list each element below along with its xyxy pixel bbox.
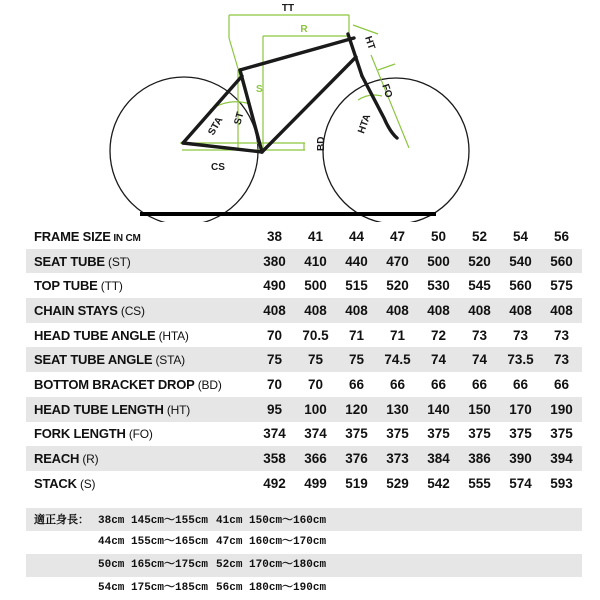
table-cell: 74.5 [377,347,418,372]
row-label-text: SEAT TUBE ANGLE [34,352,153,368]
table-cell: 66 [553,376,570,392]
table-cell: 75 [336,347,377,372]
table-cell: 190 [541,397,582,422]
table-cell: 408 [377,298,418,323]
table-row [26,372,582,397]
label-sta: STA [206,115,226,138]
table-cell: 72 [430,327,447,343]
header-cell: 44 [348,228,365,244]
table-cell: 520 [459,249,500,274]
table-cell: 375 [345,426,368,442]
table-cell: 410 [295,249,336,274]
table-row [26,422,582,447]
row-label-abbr: (STA) [152,353,185,368]
size-guide-entry: 50cm 165cm～175cm [98,559,209,571]
table-cell: 574 [509,475,532,491]
table-cell: 408 [295,298,336,323]
table-cell: 66 [471,376,488,392]
front-wheel [323,78,469,222]
table-cell: 374 [263,426,286,442]
size-guide-entry: 52cm 170cm～180cm [216,559,327,571]
header-cell: 52 [471,228,488,244]
row-label [26,249,254,274]
row-label-abbr: (CS) [117,303,145,318]
row-label-text: TOP TUBE [34,278,98,294]
table-row [26,446,582,471]
table-row [26,347,582,372]
table-cell: 560 [509,278,532,294]
size-guide-title: 適正身長： [34,513,89,526]
table-cell: 71 [389,327,406,343]
table-cell: 75 [295,347,336,372]
row-label-text: STACK [34,475,77,491]
table-cell: 373 [377,446,418,471]
frame-size-text: FRAME SIZE [34,228,111,244]
row-label-abbr: (FO) [125,427,153,442]
row-label [26,273,254,298]
table-cell: 530 [427,278,450,294]
frame-size-label [26,224,254,249]
table-cell: 408 [541,298,582,323]
label-s: S [256,84,263,95]
size-guide-entry: 56cm 180cm～190cm [216,582,327,594]
table-cell: 515 [345,278,368,294]
row-label [26,347,254,372]
label-st: ST [232,110,247,127]
table-cell: 555 [468,475,491,491]
table-cell: 70.5 [302,327,329,343]
table-cell: 394 [541,446,582,471]
table-cell: 375 [550,426,573,442]
row-label-abbr: (TT) [97,279,123,294]
table-cell: 375 [509,426,532,442]
table-cell: 75 [254,347,295,372]
table-cell: 70 [307,376,324,392]
geometry-table [26,224,582,496]
row-label-text: FORK LENGTH [34,426,126,442]
table-cell: 390 [500,446,541,471]
table-row [26,471,582,496]
table-cell: 150 [459,397,500,422]
row-label-text: HEAD TUBE ANGLE [34,327,156,343]
table-cell: 500 [304,278,327,294]
header-cell: 50 [430,228,447,244]
table-cell: 499 [304,475,327,491]
table-cell: 130 [377,397,418,422]
table-cell: 542 [427,475,450,491]
table-cell: 375 [468,426,491,442]
table-row [26,323,582,348]
row-label [26,372,254,397]
size-guide-entry: 47cm 160cm～170cm [216,536,327,548]
table-cell: 70 [266,376,283,392]
table-row [26,298,582,323]
table-header-row [26,224,582,249]
table-row [26,249,582,274]
row-label-abbr: (HTA) [155,328,189,343]
size-guide-row [26,508,582,531]
table-cell: 408 [418,298,459,323]
size-guide [26,508,582,600]
table-cell: 73 [541,347,582,372]
row-label [26,471,254,496]
table-cell: 140 [418,397,459,422]
table-cell: 408 [500,298,541,323]
size-guide-entry: 41cm 150cm～160cm [216,515,327,527]
table-cell: 66 [389,376,406,392]
table-cell: 358 [254,446,295,471]
table-cell: 73.5 [500,347,541,372]
table-cell: 490 [263,278,286,294]
table-cell: 545 [468,278,491,294]
table-cell: 540 [500,249,541,274]
header-cell: 41 [307,228,324,244]
table-cell: 375 [427,426,450,442]
table-cell: 376 [336,446,377,471]
row-label-abbr: (HT) [163,402,191,417]
size-guide-row [26,554,582,577]
table-cell: 529 [386,475,409,491]
table-cell: 73 [553,327,570,343]
row-label [26,422,254,447]
row-label-abbr: (S) [76,476,96,491]
bike-geometry-diagram [0,0,600,222]
table-cell: 408 [336,298,377,323]
label-tt: TT [281,3,295,14]
row-label-abbr: (BD) [194,377,222,392]
label-cs: CS [211,162,225,173]
label-r: R [300,24,308,35]
row-label-text: HEAD TUBE LENGTH [34,401,164,417]
row-label [26,298,254,323]
table-cell: 74 [418,347,459,372]
table-cell: 560 [541,249,582,274]
table-cell: 95 [254,397,295,422]
header-cell: 54 [512,228,529,244]
label-bd: BD [316,136,327,151]
table-row [26,397,582,422]
table-cell: 366 [295,446,336,471]
table-cell: 73 [471,327,488,343]
table-cell: 440 [336,249,377,274]
size-guide-entry: 38cm 145cm～155cm [98,515,209,527]
table-cell: 386 [459,446,500,471]
row-label [26,446,254,471]
table-cell: 66 [512,376,529,392]
row-label-abbr: (R) [79,452,99,467]
row-label-text: SEAT TUBE [34,253,105,269]
row-label [26,397,254,422]
label-hta: HTA [356,112,374,136]
frame-size-unit: IN CM [110,232,141,244]
table-cell: 375 [386,426,409,442]
table-cell: 384 [418,446,459,471]
row-label [26,323,254,348]
header-cell: 56 [553,228,570,244]
table-cell: 492 [263,475,286,491]
size-guide-entry: 54cm 175cm～185cm [98,582,209,594]
row-label-text: CHAIN STAYS [34,302,118,318]
table-cell: 100 [295,397,336,422]
table-cell: 70 [266,327,283,343]
table-cell: 374 [304,426,327,442]
row-label-abbr: (ST) [104,254,131,269]
table-cell: 408 [459,298,500,323]
table-cell: 408 [254,298,295,323]
size-guide-entry: 44cm 155cm～165cm [98,536,209,548]
label-fo: FO [379,82,395,100]
table-cell: 120 [336,397,377,422]
table-cell: 380 [254,249,295,274]
table-cell: 66 [430,376,447,392]
table-cell: 470 [377,249,418,274]
table-cell: 66 [348,376,365,392]
table-row [26,273,582,298]
row-label-text: REACH [34,451,80,467]
table-cell: 170 [500,397,541,422]
table-cell: 593 [550,475,573,491]
size-guide-row [26,577,582,600]
table-cell: 71 [348,327,365,343]
table-cell: 575 [550,278,573,294]
table-cell: 519 [345,475,368,491]
row-label-text: BOTTOM BRACKET DROP [34,376,195,392]
label-ht: HT [362,34,377,52]
table-cell: 520 [386,278,409,294]
header-cell: 47 [389,228,406,244]
size-guide-row [26,531,582,554]
header-cell: 38 [266,228,283,244]
table-cell: 500 [418,249,459,274]
table-cell: 73 [512,327,529,343]
table-cell: 74 [459,347,500,372]
